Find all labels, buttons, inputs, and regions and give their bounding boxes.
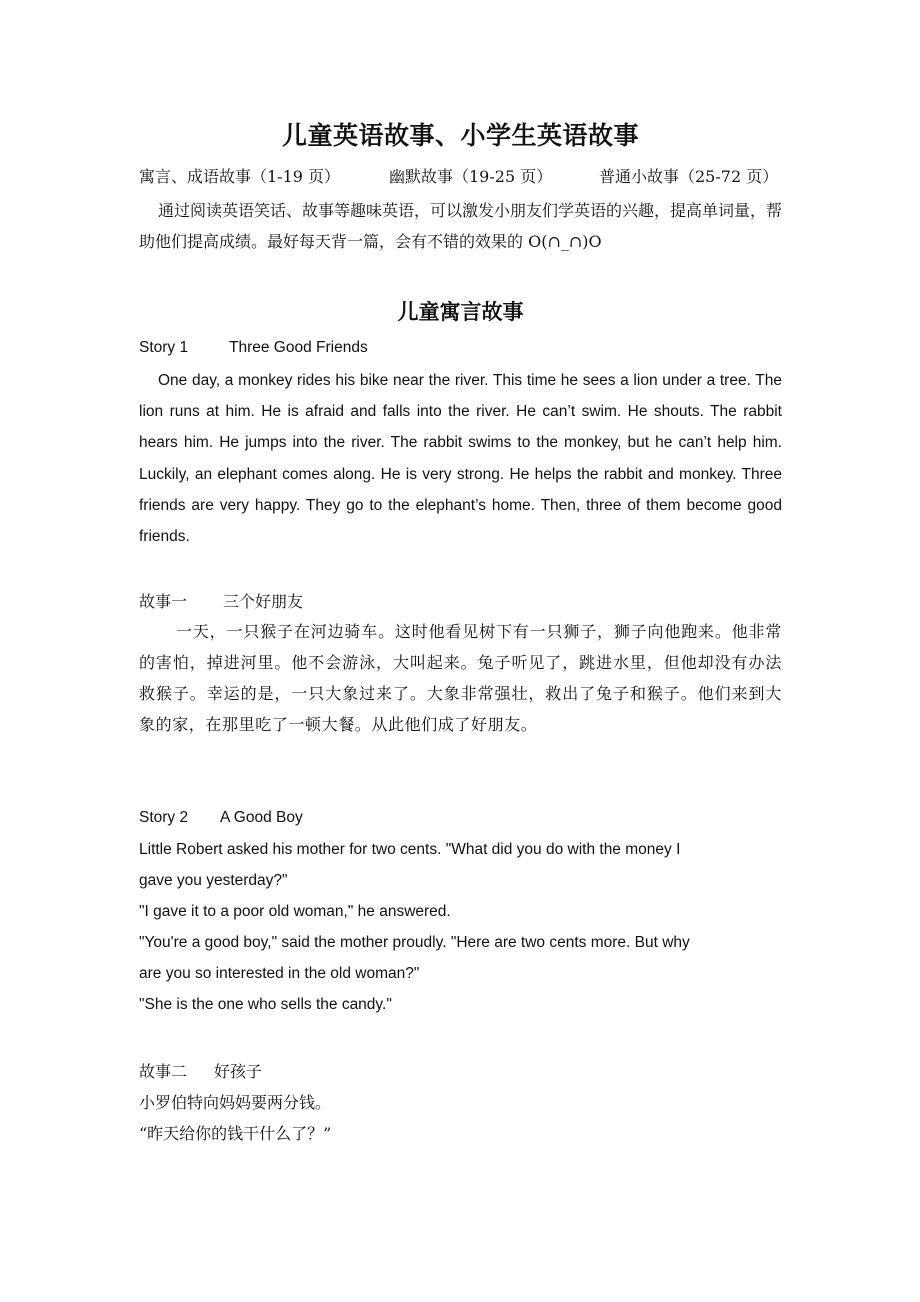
table-of-contents (139, 164, 799, 187)
story1-heading (139, 339, 368, 357)
intro-paragraph: 通过阅读英语笑话、故事等趣味英语，可以激发小朋友们学英语的兴趣，提高单词量，帮助他们提高成绩。最好每天背一篇，会有不错的效果的 O(∩_∩)O (139, 201, 783, 251)
story2-line: Little Robert asked his mother for two cents. "What did you do with the money I (139, 841, 681, 858)
story1-zh-heading (139, 589, 303, 612)
story1-number: Story 1 (139, 339, 189, 356)
story2-title: A Good Boy (220, 809, 303, 826)
story2-zh-line: “昨天给你的钱干什么了？” (139, 1124, 332, 1143)
story2-zh-line: 小罗伯特向妈妈要两分钱。 (139, 1093, 332, 1112)
story2-line: "She is the one who sells the candy." (139, 996, 392, 1013)
story2-heading (139, 809, 303, 827)
story2-zh-heading (139, 1059, 262, 1082)
story1-title: Three Good Friends (229, 339, 368, 356)
story2-line: gave you yesterday?" (139, 872, 288, 889)
story1-zh-text: 一天，一只猴子在河边骑车。这时他看见树下有一只狮子，狮子向他跑来。他非常的害怕，掉进河里。他不会游泳，大叫起来。兔子听见了，跳进水里，但他却没有办法救猴子。幸运的是，一只大象过来了。大象非常强壮，救出了兔子和猴子。他们来到大象的家，在那里吃了一顿大餐。从此他们成了好朋友。 (139, 622, 782, 734)
story2-line: "You're a good boy," said the mother proudly. "Here are two cents more. But why (139, 934, 690, 951)
toc-item-humor: 幽默故事（19-25 页） (389, 167, 553, 186)
toc-item-short-stories: 普通小故事（25-72 页） (599, 167, 779, 186)
story2-line: are you so interested in the old woman?" (139, 965, 420, 982)
toc-item-fables: 寓言、成语故事（1-19 页） (139, 167, 341, 186)
story2-zh-title: 好孩子 (214, 1062, 263, 1081)
story1-text: One day, a monkey rides his bike near the river. This time he sees a lion under a tree. The lion runs at him. He is afraid and falls into the river. He can’t swim. He shouts. The rabbit hears him. He jumps into the river. The rabbit swims to the monkey, but he can’t help him. Luckily, an elephant comes along. He is very strong. He helps the rabbit and monkey. Three friends are very happy. They go to the elephant’s home. Then, three of them become good friends. (139, 372, 782, 546)
story2-zh-number: 故事二 (139, 1062, 188, 1081)
story2-line: "I gave it to a poor old woman," he answered. (139, 903, 451, 920)
story2-number: Story 2 (139, 809, 189, 826)
document-title: 儿童英语故事、小学生英语故事 (281, 121, 639, 150)
story1-zh-number: 故事一 (139, 592, 188, 611)
section-title: 儿童寓言故事 (397, 300, 524, 324)
story1-zh-title: 三个好朋友 (223, 592, 304, 611)
